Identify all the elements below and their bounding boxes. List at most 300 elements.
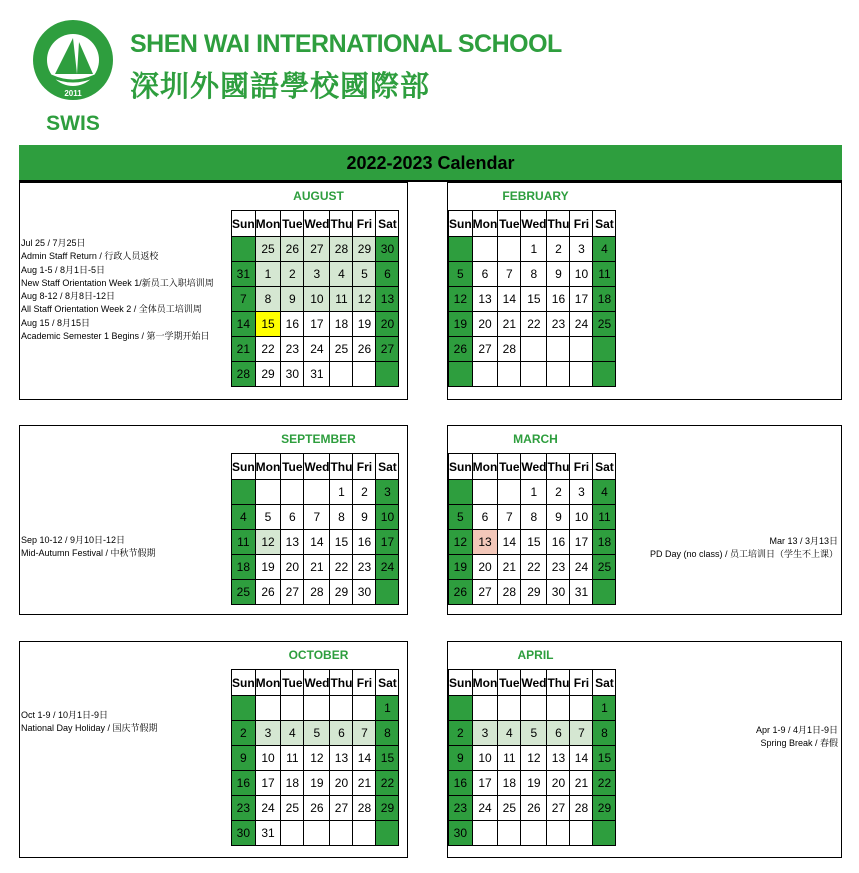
day-cell: 23 xyxy=(281,337,304,362)
day-cell: 4 xyxy=(593,480,616,505)
day-cell: 21 xyxy=(232,337,256,362)
empty-day-cell xyxy=(547,337,570,362)
svg-text:SWIS: SWIS xyxy=(46,112,100,134)
day-cell: 1 xyxy=(521,480,547,505)
day-cell: 29 xyxy=(353,237,376,262)
day-cell: 30 xyxy=(547,580,570,605)
week-row xyxy=(232,746,399,771)
day-cell: 23 xyxy=(547,555,570,580)
day-cell: 15 xyxy=(521,530,547,555)
day-cell: 6 xyxy=(330,721,353,746)
week-row xyxy=(232,362,399,387)
day-cell: 25 xyxy=(593,555,616,580)
empty-day-cell xyxy=(521,821,547,846)
day-cell: 12 xyxy=(449,287,473,312)
day-cell: 20 xyxy=(376,312,399,337)
weekday-header: Sun xyxy=(232,211,256,237)
day-cell: 29 xyxy=(330,580,353,605)
day-cell: 17 xyxy=(570,530,593,555)
day-cell: 30 xyxy=(376,237,399,262)
day-cell: 17 xyxy=(255,771,281,796)
weekday-header: Sat xyxy=(376,670,399,696)
day-cell: 20 xyxy=(547,771,570,796)
day-cell: 21 xyxy=(498,312,521,337)
day-cell: 26 xyxy=(521,796,547,821)
weekday-header: Sat xyxy=(376,211,399,237)
day-cell: 27 xyxy=(304,237,330,262)
weekday-header-row xyxy=(449,454,616,480)
week-row xyxy=(232,696,399,721)
empty-day-cell xyxy=(376,580,399,605)
day-cell: 5 xyxy=(353,262,376,287)
weekday-header: Wed xyxy=(521,211,547,237)
day-cell: 28 xyxy=(570,796,593,821)
day-cell: 23 xyxy=(232,796,256,821)
day-cell: 28 xyxy=(498,580,521,605)
empty-day-cell xyxy=(449,480,473,505)
week-row xyxy=(449,505,616,530)
day-cell: 29 xyxy=(376,796,399,821)
week-row xyxy=(449,287,616,312)
day-cell: 5 xyxy=(304,721,330,746)
week-row xyxy=(232,796,399,821)
day-cell: 19 xyxy=(449,312,473,337)
day-cell: 6 xyxy=(472,505,498,530)
day-cell: 18 xyxy=(330,312,353,337)
day-cell: 16 xyxy=(547,287,570,312)
week-row xyxy=(449,580,616,605)
empty-day-cell xyxy=(255,696,281,721)
day-cell: 27 xyxy=(547,796,570,821)
day-cell: 1 xyxy=(521,237,547,262)
day-cell: 23 xyxy=(353,555,376,580)
empty-day-cell xyxy=(449,237,473,262)
month-title-august: AUGUST xyxy=(293,189,344,203)
note-line: Mid-Autumn Festival / 中秋节假期 xyxy=(21,548,156,559)
week-row xyxy=(449,480,616,505)
day-cell: 14 xyxy=(304,530,330,555)
notes-march xyxy=(650,535,838,562)
weekday-header: Wed xyxy=(521,670,547,696)
day-cell: 15 xyxy=(376,746,399,771)
day-cell: 25 xyxy=(330,337,353,362)
day-cell: 24 xyxy=(570,312,593,337)
week-row xyxy=(449,821,616,846)
day-cell: 28 xyxy=(353,796,376,821)
day-cell: 10 xyxy=(376,505,399,530)
weekday-header: Mon xyxy=(472,670,498,696)
day-cell: 22 xyxy=(593,771,616,796)
empty-day-cell xyxy=(304,696,330,721)
day-cell: 4 xyxy=(498,721,521,746)
day-cell: 11 xyxy=(281,746,304,771)
day-cell: 15 xyxy=(521,287,547,312)
calendar-grid-september xyxy=(231,453,399,605)
week-row xyxy=(449,530,616,555)
day-cell: 2 xyxy=(281,262,304,287)
day-cell: 30 xyxy=(232,821,256,846)
empty-day-cell xyxy=(255,480,281,505)
day-cell: 16 xyxy=(547,530,570,555)
day-cell: 11 xyxy=(232,530,256,555)
note-line: PD Day (no class) / 员工培训日（学生不上课） xyxy=(649,549,838,560)
day-cell: 24 xyxy=(570,555,593,580)
week-row xyxy=(232,337,399,362)
day-cell: 14 xyxy=(353,746,376,771)
day-cell: 11 xyxy=(498,746,521,771)
weekday-header: Fri xyxy=(353,454,376,480)
empty-day-cell xyxy=(281,480,304,505)
weekday-header: Tue xyxy=(498,454,521,480)
day-cell: 27 xyxy=(376,337,399,362)
day-cell: 8 xyxy=(593,721,616,746)
note-line: Academic Semester 1 Begins / 第一学期开始日 xyxy=(21,331,210,342)
day-cell: 26 xyxy=(255,580,281,605)
weekday-header-row xyxy=(232,670,399,696)
note-line: All Staff Orientation Week 2 / 全体员工培训周 xyxy=(21,304,202,315)
empty-day-cell xyxy=(376,821,399,846)
empty-day-cell xyxy=(304,821,330,846)
empty-day-cell xyxy=(547,696,570,721)
day-cell: 1 xyxy=(376,696,399,721)
empty-day-cell xyxy=(353,362,376,387)
day-cell: 13 xyxy=(330,746,353,771)
day-cell: 19 xyxy=(353,312,376,337)
weekday-header: Tue xyxy=(281,454,304,480)
day-cell: 9 xyxy=(353,505,376,530)
day-cell: 15 xyxy=(330,530,353,555)
notes-august xyxy=(21,237,214,343)
day-cell: 13 xyxy=(547,746,570,771)
day-cell: 24 xyxy=(304,337,330,362)
header xyxy=(0,0,859,140)
day-cell: 3 xyxy=(304,262,330,287)
day-cell: 13 xyxy=(472,530,498,555)
day-cell: 17 xyxy=(472,771,498,796)
day-cell: 17 xyxy=(304,312,330,337)
day-cell: 5 xyxy=(449,505,473,530)
day-cell: 2 xyxy=(449,721,473,746)
empty-day-cell xyxy=(376,362,399,387)
day-cell: 9 xyxy=(232,746,256,771)
empty-day-cell xyxy=(521,696,547,721)
empty-day-cell xyxy=(472,696,498,721)
weekday-header-row xyxy=(449,211,616,237)
day-cell: 11 xyxy=(593,262,616,287)
day-cell: 29 xyxy=(593,796,616,821)
weekday-header: Wed xyxy=(304,211,330,237)
empty-day-cell xyxy=(593,362,616,387)
day-cell: 28 xyxy=(304,580,330,605)
day-cell: 4 xyxy=(330,262,353,287)
day-cell: 20 xyxy=(472,312,498,337)
day-cell: 22 xyxy=(330,555,353,580)
month-title-october: OCTOBER xyxy=(288,648,349,662)
weekday-header: Fri xyxy=(353,211,376,237)
day-cell: 30 xyxy=(353,580,376,605)
empty-day-cell xyxy=(281,696,304,721)
day-cell: 24 xyxy=(376,555,399,580)
weekday-header-row xyxy=(232,454,399,480)
day-cell: 7 xyxy=(498,505,521,530)
calendar-grid-august xyxy=(231,210,399,387)
day-cell: 1 xyxy=(593,696,616,721)
day-cell: 16 xyxy=(232,771,256,796)
weekday-header: Mon xyxy=(255,211,281,237)
day-cell: 22 xyxy=(255,337,281,362)
school-logo xyxy=(33,16,113,134)
day-cell: 10 xyxy=(570,262,593,287)
day-cell: 30 xyxy=(449,821,473,846)
day-cell: 13 xyxy=(376,287,399,312)
weekday-header: Wed xyxy=(304,454,330,480)
day-cell: 3 xyxy=(570,480,593,505)
day-cell: 25 xyxy=(255,237,281,262)
day-cell: 7 xyxy=(570,721,593,746)
note-line: Admin Staff Return / 行政人员返校 xyxy=(21,251,159,262)
weekday-header: Tue xyxy=(498,211,521,237)
day-cell: 8 xyxy=(521,262,547,287)
day-cell: 4 xyxy=(281,721,304,746)
weekday-header: Fri xyxy=(353,670,376,696)
day-cell: 7 xyxy=(232,287,256,312)
weekday-header: Thu xyxy=(330,670,353,696)
calendar-grid-april xyxy=(448,669,616,846)
weekday-header: Mon xyxy=(255,670,281,696)
day-cell: 12 xyxy=(449,530,473,555)
day-cell: 1 xyxy=(255,262,281,287)
day-cell: 19 xyxy=(521,771,547,796)
day-cell: 6 xyxy=(376,262,399,287)
day-cell: 14 xyxy=(570,746,593,771)
day-cell: 24 xyxy=(472,796,498,821)
day-cell: 29 xyxy=(521,580,547,605)
day-cell: 27 xyxy=(472,337,498,362)
empty-day-cell xyxy=(570,362,593,387)
weekday-header: Mon xyxy=(472,454,498,480)
week-row xyxy=(232,237,399,262)
school-name-chinese: 深圳外國語學校國際部 xyxy=(130,69,431,103)
note-line: Jul 25 / 7月25日 xyxy=(21,238,86,248)
weekday-header: Sun xyxy=(232,670,256,696)
day-cell: 26 xyxy=(353,337,376,362)
day-cell: 21 xyxy=(570,771,593,796)
day-cell: 30 xyxy=(281,362,304,387)
day-cell: 4 xyxy=(593,237,616,262)
day-cell: 11 xyxy=(330,287,353,312)
week-row xyxy=(232,312,399,337)
weekday-header: Sun xyxy=(449,454,473,480)
day-cell: 7 xyxy=(498,262,521,287)
school-name-english: SHEN WAI INTERNATIONAL SCHOOL xyxy=(130,30,562,58)
day-cell: 29 xyxy=(255,362,281,387)
week-row xyxy=(232,480,399,505)
day-cell: 2 xyxy=(353,480,376,505)
day-cell: 26 xyxy=(449,580,473,605)
empty-day-cell xyxy=(472,821,498,846)
week-row xyxy=(449,237,616,262)
day-cell: 5 xyxy=(449,262,473,287)
day-cell: 14 xyxy=(498,287,521,312)
day-cell: 18 xyxy=(593,287,616,312)
day-cell: 6 xyxy=(547,721,570,746)
day-cell: 16 xyxy=(281,312,304,337)
day-cell: 27 xyxy=(330,796,353,821)
day-cell: 5 xyxy=(521,721,547,746)
day-cell: 23 xyxy=(547,312,570,337)
day-cell: 10 xyxy=(570,505,593,530)
week-row xyxy=(449,721,616,746)
empty-day-cell xyxy=(521,337,547,362)
day-cell: 16 xyxy=(353,530,376,555)
day-cell: 7 xyxy=(304,505,330,530)
day-cell: 7 xyxy=(353,721,376,746)
weekday-header: Mon xyxy=(472,211,498,237)
note-line: National Day Holiday / 国庆节假期 xyxy=(21,723,158,734)
empty-day-cell xyxy=(472,362,498,387)
weekday-header: Sun xyxy=(232,454,256,480)
day-cell: 13 xyxy=(472,287,498,312)
weekday-header: Sat xyxy=(593,211,616,237)
empty-day-cell xyxy=(472,237,498,262)
notes-april xyxy=(756,724,838,751)
day-cell: 2 xyxy=(547,480,570,505)
day-cell: 28 xyxy=(498,337,521,362)
day-cell: 18 xyxy=(281,771,304,796)
note-line: Aug 15 / 8月15日 xyxy=(21,317,91,328)
day-cell: 31 xyxy=(304,362,330,387)
day-cell: 27 xyxy=(472,580,498,605)
day-cell: 23 xyxy=(449,796,473,821)
empty-day-cell xyxy=(547,821,570,846)
notes-october xyxy=(21,709,158,736)
week-row xyxy=(449,696,616,721)
day-cell: 2 xyxy=(232,721,256,746)
day-cell: 12 xyxy=(521,746,547,771)
week-row xyxy=(449,771,616,796)
day-cell: 8 xyxy=(521,505,547,530)
empty-day-cell xyxy=(593,337,616,362)
day-cell: 24 xyxy=(255,796,281,821)
calendar-title: 2022-2023 Calendar xyxy=(346,153,515,173)
empty-day-cell xyxy=(521,362,547,387)
day-cell: 17 xyxy=(570,287,593,312)
day-cell: 8 xyxy=(255,287,281,312)
day-cell: 22 xyxy=(521,312,547,337)
day-cell: 5 xyxy=(255,505,281,530)
note-line: Aug 8-12 / 8月8日-12日 xyxy=(21,291,116,302)
weekday-header: Thu xyxy=(547,670,570,696)
day-cell: 19 xyxy=(304,771,330,796)
weekday-header: Wed xyxy=(521,454,547,480)
weekday-header: Mon xyxy=(255,454,281,480)
empty-day-cell xyxy=(353,696,376,721)
day-cell: 9 xyxy=(449,746,473,771)
day-cell: 12 xyxy=(353,287,376,312)
empty-day-cell xyxy=(570,696,593,721)
weekday-header: Fri xyxy=(570,211,593,237)
day-cell: 27 xyxy=(281,580,304,605)
day-cell: 9 xyxy=(547,505,570,530)
day-cell: 6 xyxy=(281,505,304,530)
week-row xyxy=(449,362,616,387)
day-cell: 14 xyxy=(232,312,256,337)
empty-day-cell xyxy=(498,362,521,387)
week-row xyxy=(232,580,399,605)
day-cell: 8 xyxy=(376,721,399,746)
empty-day-cell xyxy=(593,821,616,846)
week-row xyxy=(232,505,399,530)
day-cell: 3 xyxy=(570,237,593,262)
calendar-grid-february xyxy=(448,210,616,387)
day-cell: 14 xyxy=(498,530,521,555)
day-cell: 8 xyxy=(330,505,353,530)
weekday-header: Wed xyxy=(304,670,330,696)
day-cell: 3 xyxy=(376,480,399,505)
day-cell: 25 xyxy=(281,796,304,821)
empty-day-cell xyxy=(449,696,473,721)
month-title-march: MARCH xyxy=(513,432,558,446)
empty-day-cell xyxy=(498,821,521,846)
day-cell: 1 xyxy=(330,480,353,505)
weekday-header: Fri xyxy=(570,454,593,480)
weekday-header: Tue xyxy=(281,670,304,696)
day-cell: 17 xyxy=(376,530,399,555)
weekday-header: Thu xyxy=(330,454,353,480)
day-cell: 9 xyxy=(281,287,304,312)
empty-day-cell xyxy=(304,480,330,505)
day-cell: 26 xyxy=(449,337,473,362)
week-row xyxy=(232,771,399,796)
day-cell: 19 xyxy=(449,555,473,580)
day-cell: 18 xyxy=(593,530,616,555)
weekday-header: Sat xyxy=(593,454,616,480)
day-cell: 4 xyxy=(232,505,256,530)
weekday-header: Fri xyxy=(570,670,593,696)
note-line: Oct 1-9 / 10月1日-9日 xyxy=(21,710,109,720)
month-title-february: FEBRUARY xyxy=(502,189,569,203)
day-cell: 12 xyxy=(304,746,330,771)
day-cell: 28 xyxy=(330,237,353,262)
day-cell: 18 xyxy=(498,771,521,796)
weekday-header-row xyxy=(449,670,616,696)
weekday-header: Thu xyxy=(547,454,570,480)
weekday-header-row xyxy=(232,211,399,237)
empty-day-cell xyxy=(593,580,616,605)
empty-day-cell xyxy=(232,480,256,505)
week-row xyxy=(232,821,399,846)
day-cell: 15 xyxy=(255,312,281,337)
day-cell: 20 xyxy=(281,555,304,580)
week-row xyxy=(232,721,399,746)
empty-day-cell xyxy=(449,362,473,387)
empty-day-cell xyxy=(498,696,521,721)
day-cell: 3 xyxy=(472,721,498,746)
note-line: New Staff Orientation Week 1/新员工入职培训周 xyxy=(21,277,214,288)
day-cell: 31 xyxy=(255,821,281,846)
day-cell: 26 xyxy=(281,237,304,262)
note-line: Mar 13 / 3月13日 xyxy=(769,536,838,546)
day-cell: 25 xyxy=(593,312,616,337)
day-cell: 22 xyxy=(376,771,399,796)
empty-day-cell xyxy=(281,821,304,846)
week-row xyxy=(449,337,616,362)
note-line: Spring Break / 春假 xyxy=(760,738,838,749)
day-cell: 9 xyxy=(547,262,570,287)
week-row xyxy=(449,262,616,287)
weekday-header: Sun xyxy=(449,211,473,237)
empty-day-cell xyxy=(232,237,256,262)
